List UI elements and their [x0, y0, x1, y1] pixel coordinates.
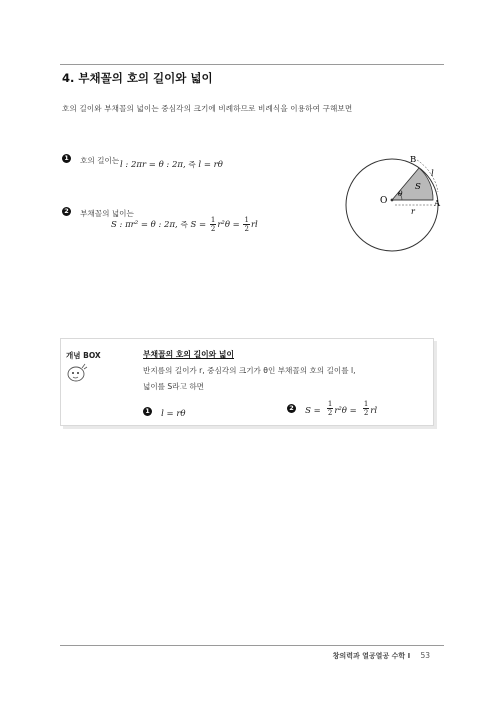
- formula-part: r²θ =: [334, 406, 357, 416]
- formula-result: l = rθ: [198, 160, 223, 170]
- fraction: $\frac{1}{2}$: [210, 216, 216, 233]
- formula-part: r²θ =: [217, 220, 240, 230]
- concept-box-line: 반지름의 길이가 r, 중심각의 크기가 θ인 부채꼴의 호의 길이를 l,: [143, 366, 356, 375]
- label-l: l: [431, 169, 434, 179]
- item-number-badge: 2: [62, 207, 71, 216]
- label-r: r: [411, 207, 415, 216]
- formula-part: rl: [250, 220, 258, 230]
- box-formula-arc: [143, 401, 186, 420]
- formula-part: rl: [370, 406, 378, 416]
- formula: l = rθ: [161, 409, 186, 419]
- formula-part: S =: [190, 220, 207, 230]
- page-number: 53: [420, 651, 430, 660]
- footer-brand: 창의력과 열공열공 수학 I: [332, 652, 411, 660]
- fraction: $\frac{1}{2}$: [327, 400, 333, 417]
- label-O: O: [380, 196, 388, 206]
- box-formula-area: [287, 398, 377, 417]
- sector-diagram: [335, 148, 450, 263]
- fraction: $\frac{1}{2}$: [363, 400, 369, 417]
- intro-text: 호의 길이와 부채꼴의 넓이는 중심각의 크기에 비례하므로 비례식을 이용하여 구해보면: [62, 104, 353, 113]
- item-label: 호의 길이는: [80, 156, 120, 165]
- formula-sep: 즉: [188, 160, 196, 169]
- item-number-badge: 1: [143, 407, 152, 416]
- formula-proportion: S : πr² = θ : 2π,: [111, 220, 178, 230]
- top-rule: [60, 64, 444, 65]
- label-A: A: [434, 199, 441, 209]
- item-number-badge: 1: [62, 154, 71, 163]
- concept-box-title: 부채꼴의 호의 길이와 넓이: [143, 350, 234, 359]
- item-arc-length: [62, 148, 119, 167]
- formula-proportion: l : 2πr = θ : 2π,: [120, 160, 186, 170]
- formula-arc-length: [120, 159, 223, 170]
- concept-box-line: 넓이를 S라고 하면: [143, 382, 204, 391]
- label-S: S: [415, 182, 421, 192]
- mascot-icon: [64, 362, 88, 384]
- footer-rule: [60, 645, 444, 646]
- formula-part: S =: [305, 406, 321, 416]
- concept-box-label: 개념 BOX: [66, 351, 101, 360]
- footer: [333, 651, 430, 661]
- section-heading: 4. 부채꼴의 호의 길이와 넓이: [62, 71, 213, 85]
- formula-sector-area: [111, 216, 258, 233]
- item-number-badge: 2: [287, 404, 296, 413]
- label-B: B: [410, 155, 417, 165]
- label-theta: θ: [398, 189, 403, 198]
- formula-sep: 즉: [180, 220, 188, 229]
- fraction: $\frac{1}{2}$: [244, 216, 249, 233]
- concept-box: [60, 338, 434, 426]
- item-label: 부채꼴의 넓이는: [80, 209, 134, 218]
